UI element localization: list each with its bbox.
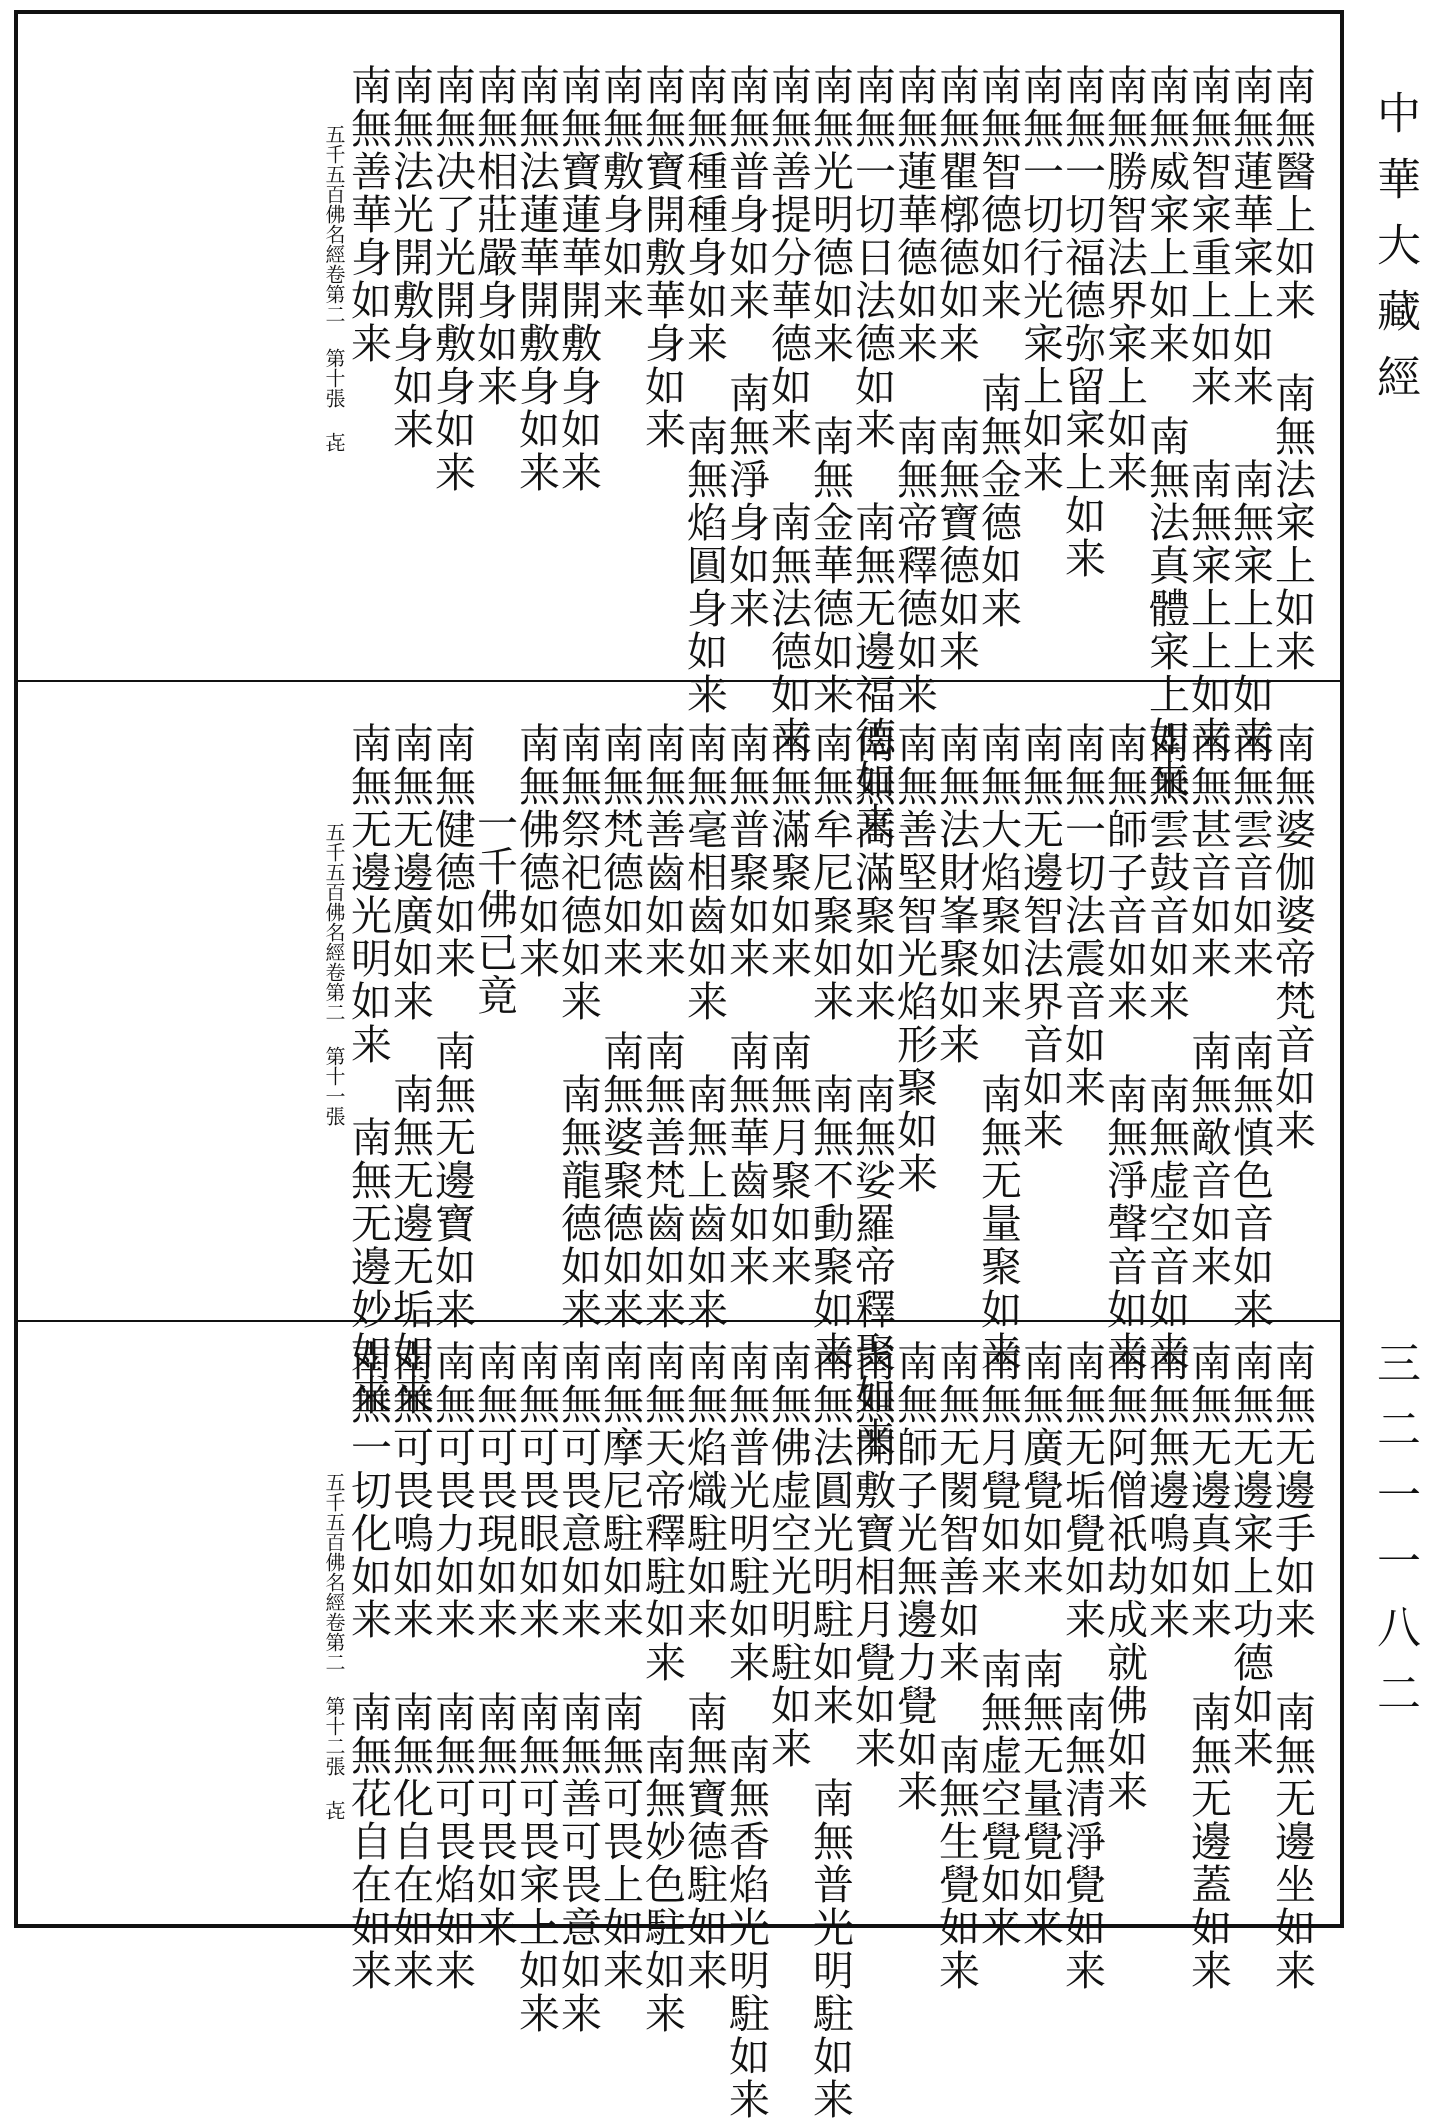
text-column: 南無大焰聚如来 南無无量聚如来 — [974, 722, 1022, 1374]
text-column: 南無佛虚空光明駐如来 — [764, 1340, 812, 1770]
text-column: 南無敷身如来 — [596, 64, 644, 322]
text-column: 南無普聚如来 南無華齒如来 — [722, 722, 770, 1288]
text-column: 南無无邊智法界音如来 — [1016, 722, 1064, 1152]
text-column: 南無无垢覺如来 南無清淨覺如来 — [1058, 1340, 1106, 1992]
text-column: 南無勝智法界宷上如来 — [1100, 64, 1148, 494]
text-column: 南無寶蓮華開敷身如来 — [554, 64, 602, 494]
panel-2 — [18, 682, 1340, 1460]
text-column: 南無健德如来 南無无邊寶如来 — [428, 722, 476, 1331]
text-column: 南無普身如来 南無淨身如来 — [722, 64, 770, 630]
text-column: 南無可畏力如来 南無可畏焰如来 — [428, 1340, 476, 1992]
text-column: 南無威宷上如来 南無法真體宷上如来 — [1142, 64, 1190, 802]
text-column: 南無無邊鳴如来 — [1142, 1340, 1190, 1641]
panel-3 — [18, 1322, 1340, 2121]
text-column: 南無祭祀德如来 南無龍德如来 — [554, 722, 602, 1331]
text-column: 南無无邊手如来 南無无邊坐如来 — [1268, 1340, 1316, 1992]
text-column: 南無摩尼駐如来 南無可畏上如来 — [596, 1340, 644, 1992]
text-column: 南無寶開敷華身如来 — [638, 64, 686, 451]
text-column: 南無師子音如来 南無淨聲音如来 — [1100, 722, 1148, 1374]
text-column: 南無廣覺如来 南無无量覺如来 — [1016, 1340, 1064, 1949]
text-column: 南無善提分華德如来 南無法德如来 — [764, 64, 812, 759]
text-column: 南無善齒如来 南無善梵齒如来 — [638, 722, 686, 1331]
section-end-note: 一千佛已竟 — [470, 802, 518, 1017]
page-footer: 五千五百佛名經卷第二 第十張 㐂 — [322, 124, 346, 452]
text-column: 南無法蓮華開敷身如来 — [512, 64, 560, 494]
text-column: 南無一切日法德如来 南無无邊福德如来 — [848, 64, 896, 845]
page-footer: 五千五百佛名經卷第二 第十一張 — [322, 822, 346, 1126]
text-column: 南無法光開敷身如来 — [386, 64, 434, 451]
text-column: 南無智德如来 南無金德如来 — [974, 64, 1022, 630]
text-column: 南無醫上如来 南無法宷上如来 — [1268, 64, 1316, 673]
text-column: 南無蓮華德如来 南無帝釋德如来 — [890, 64, 938, 716]
text-column: 南無師子光無邊力覺如来 — [890, 1340, 938, 1813]
text-column: 南無焰熾駐如来 南無寶德駐如来 — [680, 1340, 728, 1992]
text-column: 南無可畏意如来 南無善可畏意如来 — [554, 1340, 602, 2035]
text-column: 南無决了光開敷身如来 — [428, 64, 476, 494]
text-column: 南無滿聚如来 南無月聚如来 — [764, 722, 812, 1288]
text-column: 南無開敷寶相月覺如来 — [848, 1340, 896, 1770]
page-number: 三二一一八二 — [1369, 1340, 1420, 1736]
text-column: 南無一切化如来 南無花自在如来 — [344, 1340, 392, 1992]
text-column: 南無善華身如来 — [344, 64, 392, 365]
text-column: 南無佛德如来 — [512, 722, 560, 980]
text-column: 南無梵德如来 南無婆聚德如来 — [596, 722, 644, 1331]
text-column: 南無法財峯聚如来 — [932, 722, 980, 1066]
text-column: 南無一切福德弥留宷上如来 — [1058, 64, 1106, 580]
text-column: 南無可畏鳴如来 南無化自在如来 — [386, 1340, 434, 1992]
text-column: 南無无邊真如来 南無无邊蓋如来 — [1184, 1340, 1232, 1992]
text-column: 南無月覺如来 南無虚空覺如来 — [974, 1340, 1022, 1949]
text-column: 南無牟尼聚如来 南無不動聚如来 — [806, 722, 854, 1374]
text-column: 南無瞿槨德如来 南無寶德如来 — [932, 64, 980, 673]
text-column: 南無相莊嚴身如来 — [470, 64, 518, 408]
panel-1 — [18, 14, 1340, 845]
page-frame — [14, 10, 1344, 2121]
text-column: 南無毫相齒如来 南無上齒如来 — [680, 722, 728, 1331]
text-column: 南無阿僧祇劫成就佛如来 — [1100, 1340, 1148, 1813]
collection-title: 中華大藏經 — [1369, 90, 1420, 420]
text-column: 南無无邊光明如来 南無无邊妙如来 — [344, 722, 392, 1417]
text-column: 南無无閡智善如来 南無生覺如来 — [932, 1340, 980, 1992]
text-column: 南無雲音如来 南無慎色音如来 — [1226, 722, 1274, 1331]
text-column: 南無一切法震音如来 — [1058, 722, 1106, 1109]
text-column: 南無雲鼓音如来 南無虚空音如来 — [1142, 722, 1190, 1374]
text-column: 南無甚音如来 南無敵音如来 — [1184, 722, 1232, 1288]
page-footer: 五千五百佛名經卷第二 第十二張 㐂 — [322, 1472, 346, 1820]
text-column: 南無天帝釋駐如来 南無妙色駐如来 — [638, 1340, 686, 2035]
text-column: 南無可畏眼如来 南無可畏宷上如来 — [512, 1340, 560, 2035]
text-column: 南無智宷重上如来 南無宷上上如来 — [1184, 64, 1232, 759]
text-column: 南無善堅智光焰形聚如来 — [890, 722, 938, 1195]
text-column: 南無无邊宷上功德如来 — [1226, 1340, 1274, 1770]
text-column: 南無光明德如来 南無金華德如来 — [806, 64, 854, 716]
text-column: 南無无邊廣如来 南無无邊无垢如来 — [386, 722, 434, 1417]
text-column: 南無普光明駐如来 南無香焰光明駐如来 — [722, 1340, 770, 2121]
text-column: 南無婆伽婆帝梵音如来 — [1268, 722, 1316, 1152]
text-column: 南無法圓光明駐如来 南無普光明駐如来 — [806, 1340, 854, 2121]
text-column: 南無一切行光宷上如来 — [1016, 64, 1064, 494]
text-column: 南無蓮華宷上如来 南無宷上上如来 — [1226, 64, 1274, 759]
text-column: 南無高滿聚如来 南無娑羅帝釋聚如来 — [848, 722, 896, 1460]
text-column: 南無種種身如来 南無焰圓身如来 — [680, 64, 728, 716]
text-column: 南無可畏現如来 南無可畏如来 — [470, 1340, 518, 1949]
